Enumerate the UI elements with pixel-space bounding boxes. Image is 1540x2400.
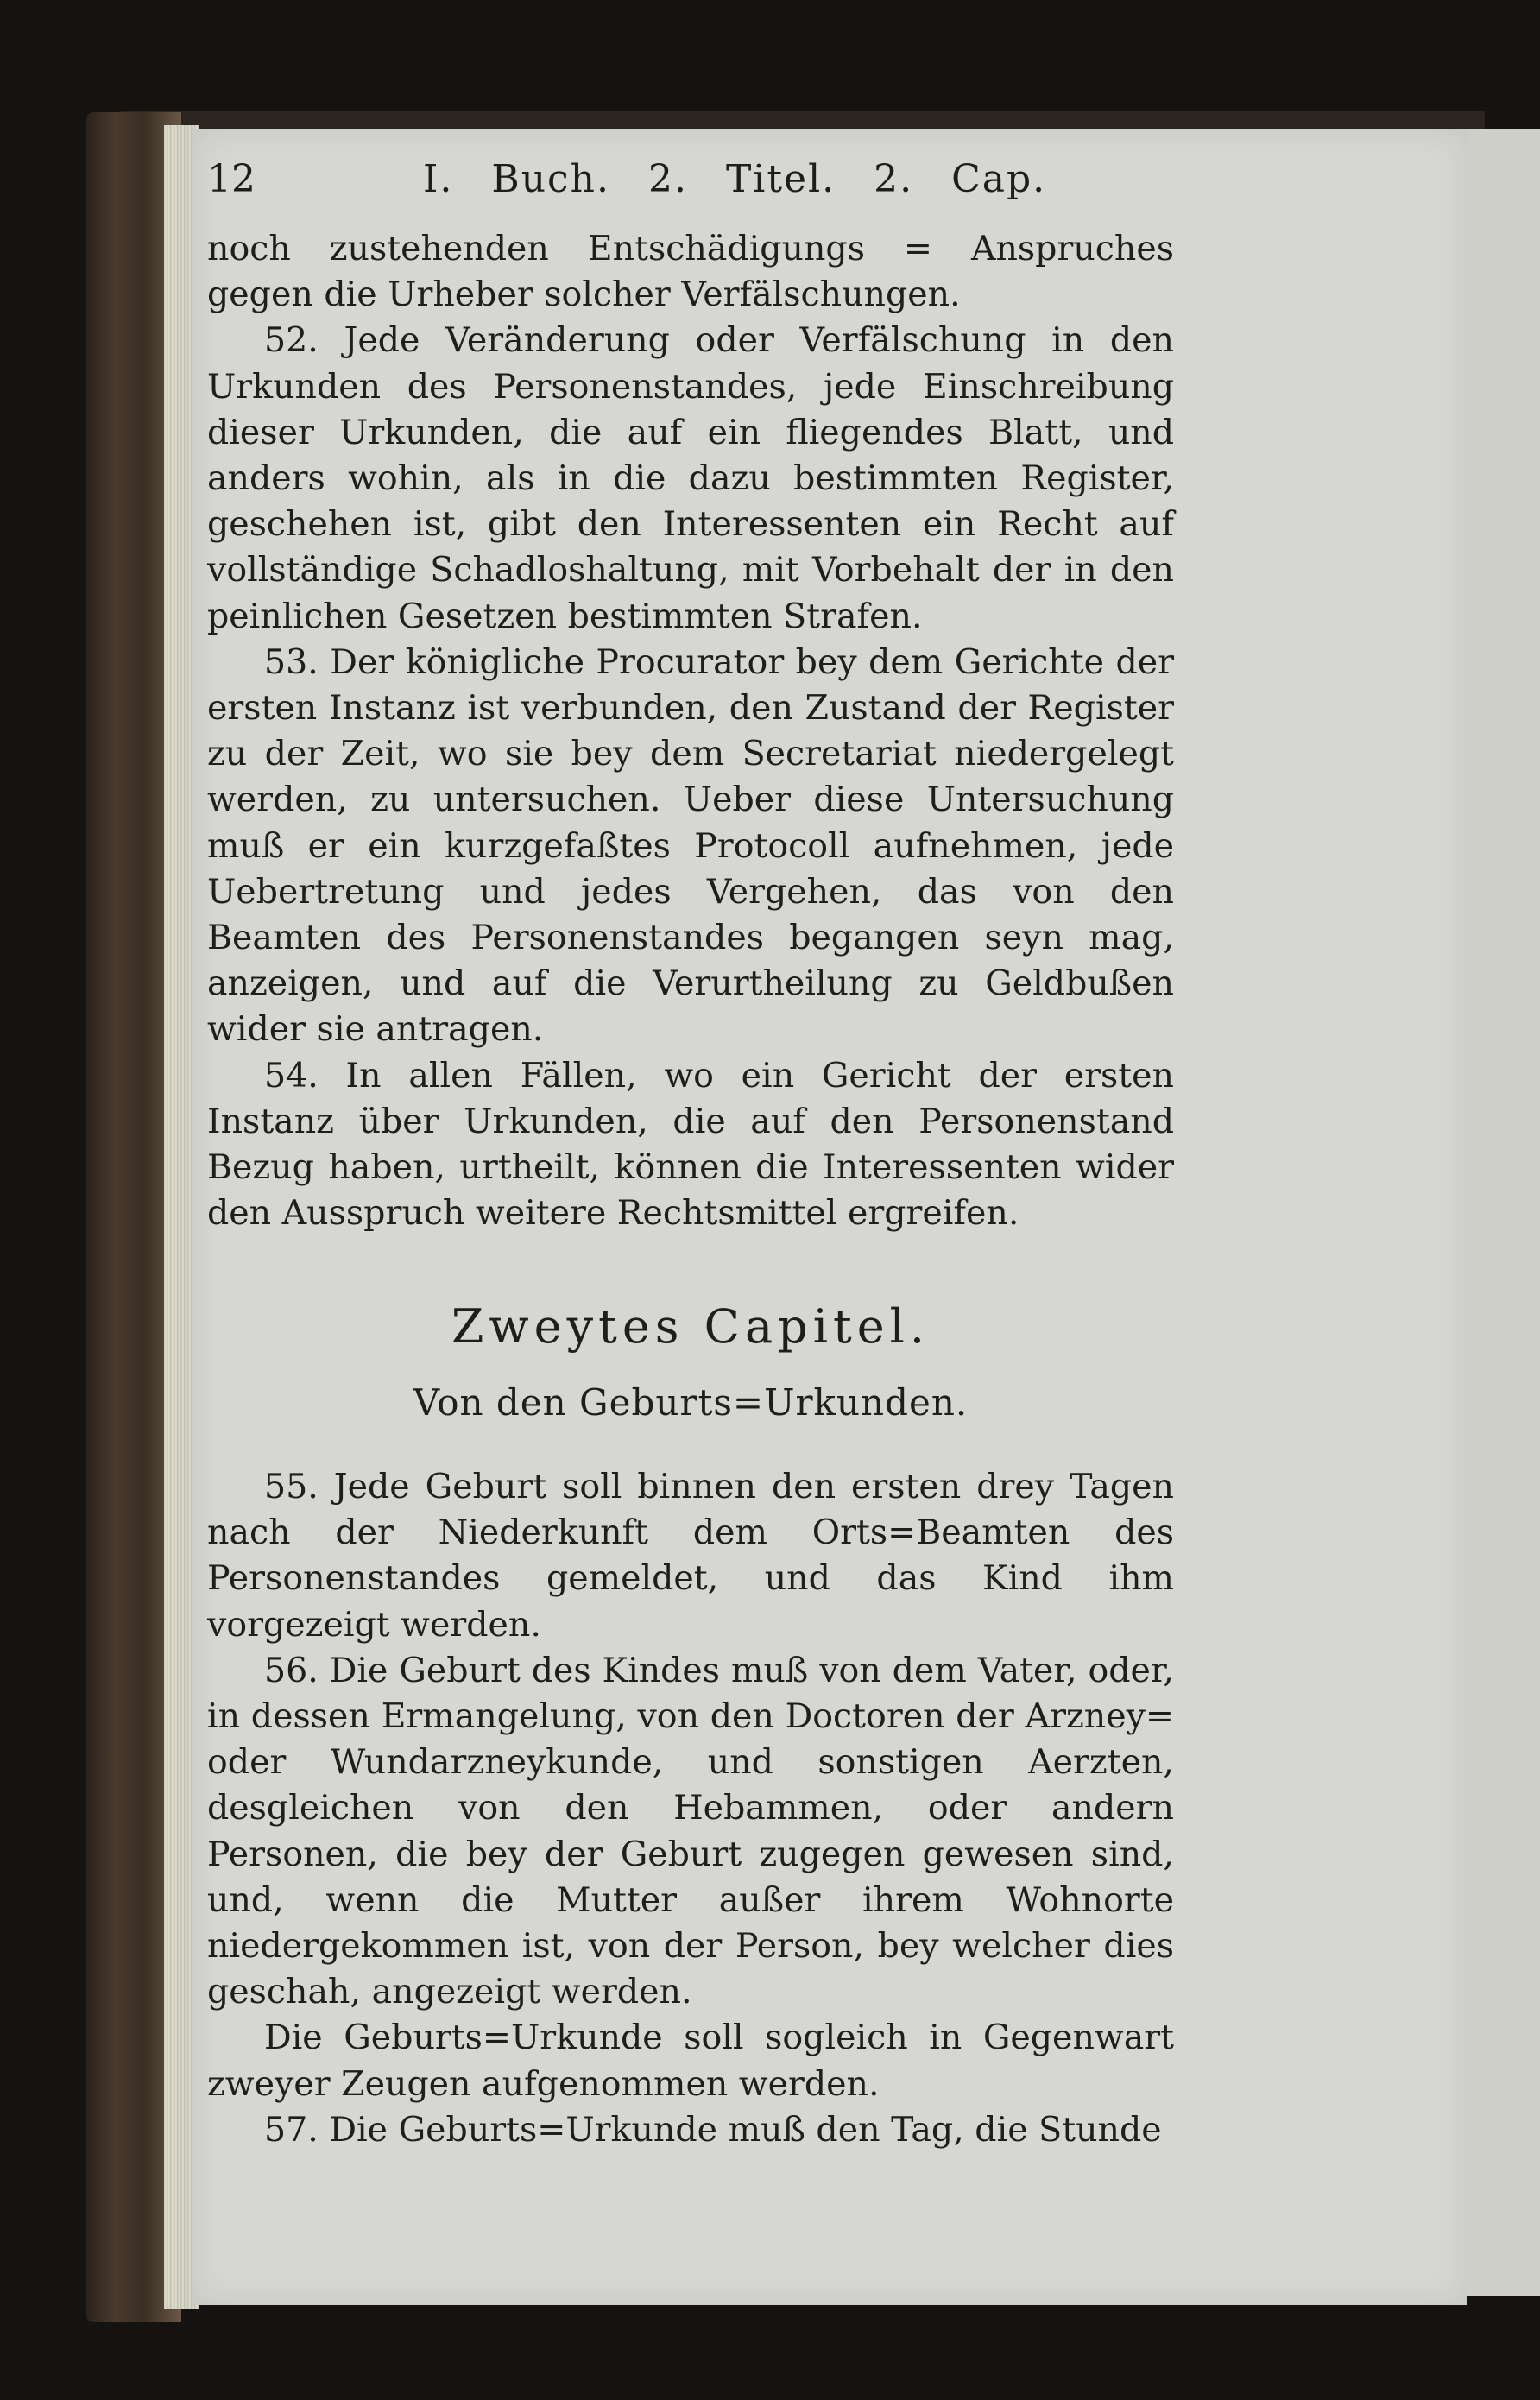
body-text-top	[207, 226, 1174, 1236]
body-text-bottom	[207, 1464, 1174, 2153]
paragraph-56: 56. Die Geburt des Kindes muß von dem Vater, oder, in dessen Ermangelung, von den Doctoren der Arzney= oder Wundarzneykunde, und sonstigen Aerzten, desgleichen von den Hebammen, oder andern Personen, die bey der Geburt zugegen gewesen sind, und, wenn die Mutter außer ihrem Wohnorte niedergekommen ist, von der Person, bey welcher dies geschah, angezeigt werden.	[207, 1650, 1174, 2012]
paragraph-56-continued: Die Geburts=Urkunde soll sogleich in Gegenwart zweyer Zeugen aufgenommen werden.	[207, 2018, 1174, 2104]
chapter-subtitle: Von den Geburts=Urkunden.	[413, 1381, 969, 1424]
facing-page-edge	[1459, 129, 1540, 2296]
running-header	[207, 157, 1131, 209]
paragraph-53: 53. Der königliche Procurator bey dem Gerichte der ersten Instanz ist verbunden, den Zustand der Register zu der Zeit, wo sie bey dem Secretariat niedergelegt werden, zu untersuchen. Ueber diese Untersuchung muß er ein kurzgefaßtes Protocoll aufnehmen, jede Uebertretung und jedes Vergehen, das von den Beamten des Personenstandes begangen seyn mag, anzeigen, und auf die Verurtheilung zu Geldbußen wider sie antragen.	[207, 641, 1174, 1050]
paragraph-continuation: noch zustehenden Entschädigungs = Anspruches gegen die Urheber solcher Verfälschungen.	[207, 229, 1174, 315]
paragraph-52: 52. Jede Veränderung oder Verfälschung in den Urkunden des Personenstandes, jede Einschreibung dieser Urkunden, die auf ein fliegendes Blatt, und anders wohin, als in die dazu bestimmten Register, geschehen ist, gibt den Interessenten ein Recht auf vollständige Schadloshaltung, mit Vorbehalt der in den peinlichen Gesetzen bestimmten Strafen.	[207, 320, 1174, 636]
running-title: I. Buch. 2. Titel. 2. Cap.	[423, 157, 1047, 201]
paragraph-57: 57. Die Geburts=Urkunde muß den Tag, die Stunde	[264, 2109, 1162, 2150]
paragraph-54: 54. In allen Fällen, wo ein Gericht der ersten Instanz über Urkunden, die auf den Personenstand Bezug haben, urtheilt, können die Interessenten wider den Ausspruch weitere Rechtsmittel ergreifen.	[207, 1055, 1174, 1234]
paragraph-55: 55. Jede Geburt soll binnen den ersten drey Tagen nach der Niederkunft dem Orts=Beamten des Personenstandes gemeldet, und das Kind ihm vorgezeigt werden.	[207, 1467, 1174, 1645]
page-number: 12	[207, 157, 256, 201]
chapter-title: Zweytes Capitel.	[451, 1299, 931, 1354]
